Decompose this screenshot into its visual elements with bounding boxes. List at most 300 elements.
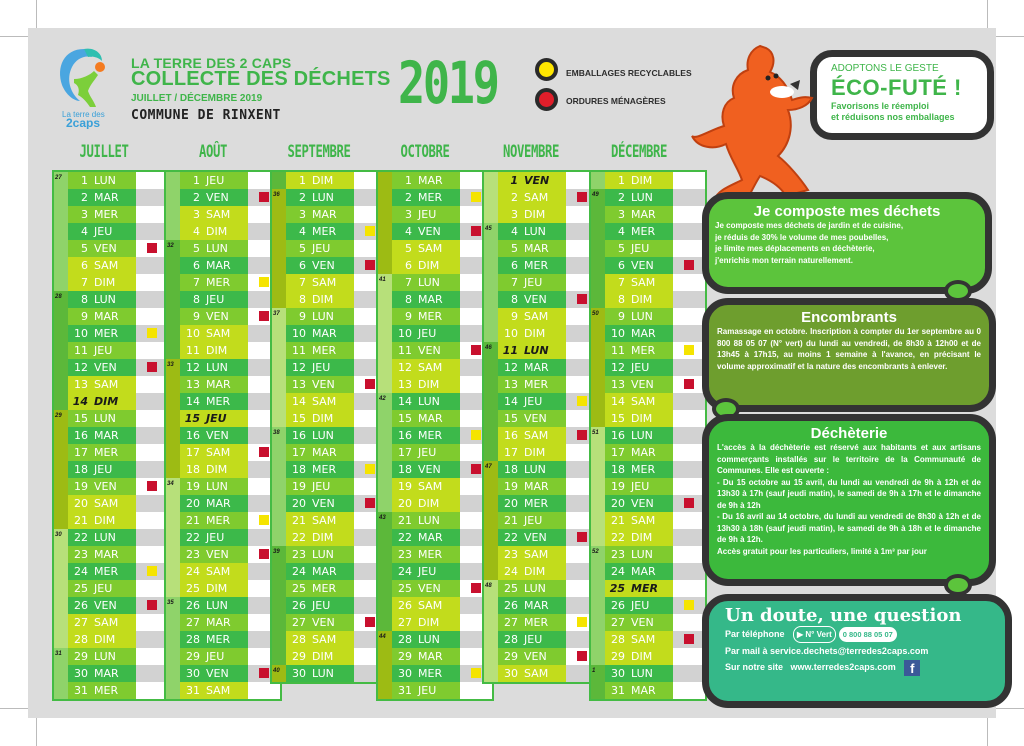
legend-ordures: ORDURES MÉNAGÈRES — [566, 96, 666, 106]
day-cell: 11 MER — [605, 342, 673, 359]
week-number — [272, 461, 286, 478]
week-number — [272, 325, 286, 342]
calendar-day-row — [272, 308, 386, 325]
week-number — [591, 206, 605, 223]
day-cell: 7 SAM — [605, 274, 673, 291]
week-number — [484, 410, 498, 427]
day-cell: 30 LUN — [286, 665, 354, 682]
calendar-day-row — [484, 393, 598, 410]
day-cell: 26 LUN — [180, 597, 248, 614]
emballages-marker-icon — [577, 396, 587, 406]
day-cell: 28 SAM — [605, 631, 673, 648]
week-number — [272, 376, 286, 393]
day-cell: 3 MER — [68, 206, 136, 223]
calendar-day-row — [591, 393, 705, 410]
calendar-day-row — [591, 325, 705, 342]
ordures-menageres-marker-icon — [259, 549, 269, 559]
week-number — [378, 359, 392, 376]
week-number — [378, 495, 392, 512]
week-number — [378, 529, 392, 546]
week-number — [166, 376, 180, 393]
collection-cell — [673, 257, 705, 274]
emballages-marker-icon — [577, 617, 587, 627]
calendar-day-row — [484, 172, 598, 189]
calendar-day-row — [272, 546, 386, 563]
calendar-day-row — [166, 172, 280, 189]
month-grid-aout — [164, 170, 282, 701]
calendar-day-row — [591, 529, 705, 546]
week-number — [54, 223, 68, 240]
week-number: 48 — [484, 580, 498, 597]
week-number — [591, 325, 605, 342]
week-number — [166, 291, 180, 308]
week-number — [54, 512, 68, 529]
day-cell: 13 SAM — [68, 376, 136, 393]
day-cell: 31 SAM — [180, 682, 248, 699]
week-number — [591, 223, 605, 240]
day-cell: 24 SAM — [180, 563, 248, 580]
calendar-day-row — [591, 478, 705, 495]
week-number — [591, 393, 605, 410]
calendar-day-row — [378, 597, 492, 614]
calendar-day-row — [166, 427, 280, 444]
calendar-day-row — [484, 291, 598, 308]
page-title: COLLECTE DES DÉCHETS — [131, 68, 391, 90]
day-cell: 29 MAR — [392, 648, 460, 665]
day-cell: 10 MAR — [286, 325, 354, 342]
collection-cell — [673, 410, 705, 427]
day-cell: 28 SAM — [286, 631, 354, 648]
month-title-juillet: JUILLET — [79, 142, 129, 162]
day-cell: 4 VEN — [392, 223, 460, 240]
week-number — [54, 342, 68, 359]
week-number — [166, 631, 180, 648]
calendar-day-row — [54, 512, 168, 529]
org-name: LA TERRE DES 2 CAPS — [131, 55, 292, 71]
day-cell: 20 MAR — [180, 495, 248, 512]
calendar-day-row — [272, 580, 386, 597]
calendar-day-row — [484, 206, 598, 223]
day-cell: 26 JEU — [605, 597, 673, 614]
day-cell: 8 VEN — [498, 291, 566, 308]
ordures-menageres-marker-icon — [577, 294, 587, 304]
week-number — [54, 376, 68, 393]
calendar-day-row — [272, 359, 386, 376]
website-link[interactable]: www.terredes2caps.com — [790, 662, 896, 672]
week-number — [591, 376, 605, 393]
calendar-day-row — [166, 376, 280, 393]
week-number — [54, 580, 68, 597]
month-grid-decembre — [589, 170, 707, 701]
year-label: 2019 — [398, 49, 498, 117]
day-cell: 18 MER — [605, 461, 673, 478]
calendar-day-row — [378, 342, 492, 359]
calendar-day-row — [54, 172, 168, 189]
calendar-day-row — [54, 665, 168, 682]
collection-cell — [673, 240, 705, 257]
week-number: 41 — [378, 274, 392, 291]
day-cell: 1 DIM — [605, 172, 673, 189]
collection-cell — [673, 172, 705, 189]
calendar-day-row — [54, 393, 168, 410]
calendar-day-row — [378, 529, 492, 546]
calendar-day-row — [591, 597, 705, 614]
calendar-day-row — [272, 444, 386, 461]
calendar-day-row — [378, 495, 492, 512]
week-number — [166, 223, 180, 240]
emballages-marker-icon — [147, 328, 157, 338]
crop-mark — [987, 718, 988, 746]
week-number — [591, 597, 605, 614]
day-cell: 13 DIM — [392, 376, 460, 393]
week-number — [54, 274, 68, 291]
day-cell: 3 MAR — [605, 206, 673, 223]
week-number: 45 — [484, 223, 498, 240]
week-number — [272, 495, 286, 512]
decheterie-line: L'accès à la déchèterie est réservé aux habitants et aux artisans commerçants installés sur le territoire de la Communauté de Communes. Elle est ouverte : — [717, 443, 981, 475]
day-cell: 28 JEU — [498, 631, 566, 648]
week-number — [54, 308, 68, 325]
emballages-marker-icon — [471, 668, 481, 678]
week-number — [378, 546, 392, 563]
day-cell: 5 LUN — [180, 240, 248, 257]
week-number — [166, 172, 180, 189]
crop-mark — [996, 708, 1024, 709]
week-number — [484, 529, 498, 546]
week-number: 30 — [54, 529, 68, 546]
day-cell: 27 MAR — [180, 614, 248, 631]
contact-mail-link[interactable]: Par mail à service.dechets@terredes2caps.com — [725, 646, 929, 656]
calendar-day-row — [272, 529, 386, 546]
encombrants-box — [702, 298, 996, 412]
week-number — [378, 410, 392, 427]
collection-cell — [673, 342, 705, 359]
day-cell: 2 MAR — [68, 189, 136, 206]
collection-cell — [673, 393, 705, 410]
calendar-day-row — [166, 325, 280, 342]
day-cell: 21 DIM — [68, 512, 136, 529]
day-cell: 25 LUN — [498, 580, 566, 597]
collection-cell — [673, 665, 705, 682]
collection-cell — [673, 614, 705, 631]
week-number — [591, 461, 605, 478]
day-cell: 1 MAR — [392, 172, 460, 189]
week-number — [166, 427, 180, 444]
day-cell: 5 VEN — [68, 240, 136, 257]
calendar-day-row — [54, 240, 168, 257]
day-cell: 18 VEN — [392, 461, 460, 478]
week-number — [272, 240, 286, 257]
calendar-day-row — [378, 308, 492, 325]
calendar-day-row — [166, 648, 280, 665]
calendar-day-row — [378, 223, 492, 240]
calendar-day-row — [54, 427, 168, 444]
day-cell: 22 MAR — [392, 529, 460, 546]
week-number — [484, 631, 498, 648]
week-number — [378, 376, 392, 393]
week-number — [166, 512, 180, 529]
week-number — [484, 444, 498, 461]
calendar-day-row — [166, 614, 280, 631]
day-cell: 14 DIM — [68, 393, 136, 410]
day-cell: 16 VEN — [180, 427, 248, 444]
day-cell: 7 DIM — [68, 274, 136, 291]
day-cell: 6 VEN — [286, 257, 354, 274]
day-cell: 22 VEN — [498, 529, 566, 546]
week-number: 31 — [54, 648, 68, 665]
calendar-day-row — [166, 478, 280, 495]
ordures-menageres-marker-icon — [147, 481, 157, 491]
week-number — [272, 410, 286, 427]
calendar-day-row — [591, 512, 705, 529]
day-cell: 20 DIM — [392, 495, 460, 512]
week-number — [54, 563, 68, 580]
ordures-menageres-marker-icon — [577, 532, 587, 542]
day-cell: 10 MAR — [605, 325, 673, 342]
week-number — [378, 223, 392, 240]
calendar-day-row — [591, 563, 705, 580]
week-number — [378, 614, 392, 631]
week-number — [378, 189, 392, 206]
decheterie-box — [702, 414, 996, 586]
day-cell: 24 DIM — [498, 563, 566, 580]
calendar-day-row — [272, 495, 386, 512]
week-number — [484, 614, 498, 631]
week-number — [378, 308, 392, 325]
week-number — [484, 240, 498, 257]
month-title-novembre: NOVEMBRE — [502, 142, 560, 162]
collection-cell — [673, 206, 705, 223]
week-number: 40 — [272, 665, 286, 682]
day-cell: 5 MAR — [498, 240, 566, 257]
ordures-menageres-marker-icon — [471, 345, 481, 355]
calendar-day-row — [272, 172, 386, 189]
week-number — [166, 682, 180, 699]
day-cell: 29 JEU — [180, 648, 248, 665]
week-number — [272, 597, 286, 614]
day-cell: 25 MER — [286, 580, 354, 597]
week-number — [484, 376, 498, 393]
day-cell: 6 VEN — [605, 257, 673, 274]
week-number — [166, 461, 180, 478]
collection-cell — [673, 444, 705, 461]
week-number — [591, 172, 605, 189]
week-number: 1 — [591, 665, 605, 682]
week-number — [54, 597, 68, 614]
day-cell: 19 LUN — [180, 478, 248, 495]
calendar-day-row — [272, 376, 386, 393]
week-number — [378, 325, 392, 342]
day-cell: 10 DIM — [498, 325, 566, 342]
week-number — [591, 444, 605, 461]
collection-cell — [673, 580, 705, 597]
compost-line: je réduis de 30% le volume de mes poubelles, — [715, 232, 889, 242]
calendar-day-row — [484, 223, 598, 240]
day-cell: 14 SAM — [605, 393, 673, 410]
week-number — [484, 206, 498, 223]
ordures-menageres-marker-icon — [577, 651, 587, 661]
encombrants-text: Ramassage en octobre. Inscription à compter du 1er septembre au 0 800 88 05 07 (N° vert) du lundi au vendredi, de 8h30 à 12h00 et de 13h45 à 17h15, au moins 1 semaine à l'avance, en précisant le volume approximatif et la nature des encombrants à enlever. — [717, 327, 981, 371]
calendar-day-row — [272, 648, 386, 665]
calendar-day-row — [378, 614, 492, 631]
week-number — [591, 563, 605, 580]
calendar-day-row — [484, 410, 598, 427]
day-cell: 15 VEN — [498, 410, 566, 427]
calendar-day-row — [54, 597, 168, 614]
calendar-day-row — [378, 325, 492, 342]
week-number — [166, 580, 180, 597]
week-number — [591, 648, 605, 665]
week-number — [272, 206, 286, 223]
day-cell: 26 VEN — [68, 597, 136, 614]
collection-cell — [673, 648, 705, 665]
emballages-marker-icon — [471, 192, 481, 202]
week-number — [166, 614, 180, 631]
calendar-day-row — [272, 189, 386, 206]
day-cell: 10 SAM — [180, 325, 248, 342]
week-number — [54, 325, 68, 342]
calendar-day-row — [484, 512, 598, 529]
collection-cell — [673, 359, 705, 376]
ordures-menageres-marker-icon — [259, 311, 269, 321]
day-cell: 14 LUN — [392, 393, 460, 410]
terre-des-2-caps-logo-icon — [54, 45, 118, 129]
calendar-day-row — [484, 274, 598, 291]
day-cell: 24 MER — [68, 563, 136, 580]
calendar-day-row — [591, 546, 705, 563]
day-cell: 28 DIM — [68, 631, 136, 648]
ordures-menageres-marker-icon — [684, 260, 694, 270]
week-number — [591, 291, 605, 308]
calendar-day-row — [166, 274, 280, 291]
numero-vert-badge: ▶ N° Vert — [793, 626, 836, 643]
day-cell: 15 LUN — [68, 410, 136, 427]
calendar-day-row — [54, 291, 168, 308]
week-number — [378, 597, 392, 614]
calendar-day-row — [378, 427, 492, 444]
calendar-day-row — [54, 529, 168, 546]
week-number — [54, 495, 68, 512]
week-number — [484, 648, 498, 665]
month-title-septembre: SEPTEMBRE — [287, 142, 351, 162]
calendar-day-row — [484, 495, 598, 512]
collection-cell — [673, 325, 705, 342]
legend-recyclables: EMBALLAGES RECYCLABLES — [566, 68, 692, 78]
calendar-day-row — [166, 512, 280, 529]
week-number — [591, 257, 605, 274]
calendar-day-row — [378, 410, 492, 427]
day-cell: 2 SAM — [498, 189, 566, 206]
calendar-day-row — [272, 631, 386, 648]
day-cell: 25 MER — [605, 580, 673, 597]
collection-cell — [673, 274, 705, 291]
day-cell: 18 DIM — [180, 461, 248, 478]
week-number — [591, 580, 605, 597]
calendar-day-row — [591, 427, 705, 444]
month-title-decembre: DÉCEMBRE — [610, 142, 668, 162]
day-cell: 3 SAM — [180, 206, 248, 223]
contact-box — [702, 594, 1012, 708]
phone-number-link[interactable]: 0 800 88 05 07 — [839, 627, 897, 642]
calendar-day-row — [54, 257, 168, 274]
week-number: 49 — [591, 189, 605, 206]
day-cell: 27 SAM — [68, 614, 136, 631]
day-cell: 16 LUN — [605, 427, 673, 444]
week-number — [166, 665, 180, 682]
contact-phone: Par téléphone ▶ N° Vert 0 800 88 05 07 — [725, 626, 989, 643]
week-number — [166, 206, 180, 223]
week-number — [484, 257, 498, 274]
calendar-day-row — [272, 665, 386, 682]
week-number — [54, 240, 68, 257]
week-number — [378, 648, 392, 665]
calendar-day-row — [166, 223, 280, 240]
week-number — [272, 223, 286, 240]
calendar-day-row — [484, 240, 598, 257]
collection-cell — [673, 512, 705, 529]
facebook-icon[interactable]: f — [904, 660, 920, 676]
collection-cell — [673, 461, 705, 478]
week-number — [378, 257, 392, 274]
calendar-day-row — [484, 580, 598, 597]
day-cell: 29 VEN — [498, 648, 566, 665]
day-cell: 25 DIM — [180, 580, 248, 597]
day-cell: 2 LUN — [286, 189, 354, 206]
calendar-day-row — [591, 257, 705, 274]
calendar-day-row — [591, 410, 705, 427]
day-cell: 16 MER — [392, 427, 460, 444]
calendar-day-row — [54, 325, 168, 342]
week-number — [166, 410, 180, 427]
ordures-menageres-marker-icon — [259, 192, 269, 202]
day-cell: 17 JEU — [392, 444, 460, 461]
week-number: 44 — [378, 631, 392, 648]
calendar-day-row — [272, 257, 386, 274]
collection-cell — [673, 189, 705, 206]
day-cell: 11 MER — [286, 342, 354, 359]
crop-mark — [0, 36, 28, 37]
emballages-marker-icon — [259, 277, 269, 287]
day-cell: 13 VEN — [605, 376, 673, 393]
calendar-day-row — [378, 546, 492, 563]
collection-cell — [673, 563, 705, 580]
calendar-day-row — [272, 597, 386, 614]
calendar-day-row — [484, 359, 598, 376]
mascot-kangaroo-icon — [690, 40, 820, 210]
calendar-day-row — [591, 342, 705, 359]
day-cell: 9 SAM — [498, 308, 566, 325]
calendar-day-row — [484, 597, 598, 614]
day-cell: 31 JEU — [392, 682, 460, 699]
day-cell: 4 LUN — [498, 223, 566, 240]
day-cell: 9 MAR — [68, 308, 136, 325]
week-number — [591, 410, 605, 427]
calendar-day-row — [166, 410, 280, 427]
calendar-day-row — [484, 478, 598, 495]
calendar-day-row — [591, 206, 705, 223]
calendar-day-row — [378, 461, 492, 478]
day-cell: 23 MER — [392, 546, 460, 563]
calendar-day-row — [166, 359, 280, 376]
day-cell: 12 JEU — [286, 359, 354, 376]
day-cell: 4 DIM — [180, 223, 248, 240]
calendar-day-row — [484, 648, 598, 665]
day-cell: 16 LUN — [286, 427, 354, 444]
calendar-day-row — [378, 189, 492, 206]
calendar-day-row — [378, 648, 492, 665]
day-cell: 1 DIM — [286, 172, 354, 189]
encombrants-title: Encombrants — [801, 309, 897, 326]
